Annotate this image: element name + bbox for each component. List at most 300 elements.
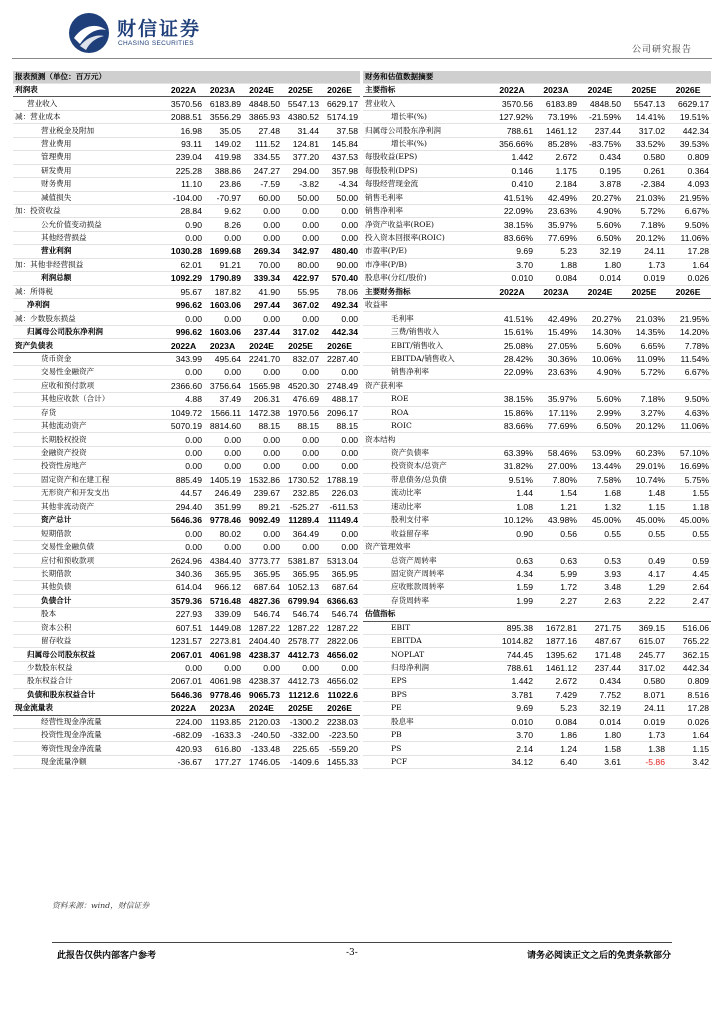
row-value: 0.00 [165,661,204,674]
row-value: 0.026 [667,715,711,728]
row-value: 43.98% [535,514,579,527]
row-label: 带息债务/总负债 [363,473,491,486]
row-label: 短期借款 [13,527,165,540]
row-value: 271.75 [579,621,623,634]
row-value: 334.55 [243,151,282,164]
table-row [13,581,360,594]
row-label: 其他负债 [13,581,165,594]
row-value: 7.429 [535,688,579,701]
table-row [363,500,711,513]
table-row [363,702,711,715]
row-value: 2088.51 [165,110,204,123]
row-value: 225.65 [282,742,321,755]
table-row [13,258,360,271]
row-label: 现金流量净额 [13,755,165,768]
row-value [491,299,535,312]
row-value: 20.27% [579,312,623,325]
row-value: 5547.13 [282,97,321,110]
row-value: 83.66% [491,231,535,244]
row-label: PS [363,742,491,755]
report-type: 公司研究报告 [631,45,692,55]
table-row [363,419,711,432]
row-value: 50.00 [321,191,360,204]
row-value: 1603.06 [204,325,243,338]
table-row [363,137,711,150]
row-value: 2023A [535,84,579,97]
row-value: 0.084 [535,272,579,285]
row-value: 442.34 [321,325,360,338]
row-value: 0.00 [243,540,282,553]
row-label: NOPLAT [363,648,491,661]
row-value: 6629.17 [321,97,360,110]
row-value: 3.42 [667,755,711,768]
row-value: 0.59 [667,554,711,567]
row-value: 45.00% [623,514,667,527]
row-value: 0.809 [667,151,711,164]
row-value: 9.69 [491,245,535,258]
row-value: 687.64 [321,581,360,594]
row-value: 0.010 [491,272,535,285]
right-title-row [363,71,711,84]
row-value: 6.50% [579,419,623,432]
row-value: 0.00 [204,446,243,459]
row-label: 加：投资收益 [13,204,165,217]
row-value: 0.90 [165,218,204,231]
row-value: 225.28 [165,164,204,177]
row-value: 239.04 [165,151,204,164]
row-value: 88.15 [243,419,282,432]
row-value: 1565.98 [243,379,282,392]
table-row [13,742,360,755]
row-value: 2.14 [491,742,535,755]
table-row [13,137,360,150]
row-label: 减：少数股东损益 [13,312,165,325]
table-row [13,500,360,513]
row-value: -104.00 [165,191,204,204]
row-label: 销售净利率 [363,366,491,379]
row-value: 4656.02 [321,675,360,688]
row-value: 0.00 [282,366,321,379]
row-label: PE [363,702,491,715]
row-value: 1.73 [623,258,667,271]
row-label: EBITDA [363,634,491,647]
table-row [13,379,360,392]
company-logo-icon [68,12,110,54]
valuation-summary-table [363,71,711,769]
row-value: 0.026 [667,272,711,285]
row-value: 0.014 [579,272,623,285]
table-row [363,312,711,325]
table-row [13,554,360,567]
row-value: 4238.37 [243,675,282,688]
row-value: 0.00 [204,433,243,446]
row-value: 0.014 [579,715,623,728]
row-value: 2096.17 [321,406,360,419]
row-label: 现金流量表 [13,702,165,715]
row-value: 5547.13 [623,97,667,110]
row-value: 19.51% [667,110,711,123]
row-value: 0.00 [321,366,360,379]
row-value: 614.04 [165,581,204,594]
row-value: 2287.40 [321,352,360,365]
row-value: 0.55 [667,527,711,540]
row-value: 25.08% [491,339,535,352]
row-value: 0.00 [243,446,282,459]
row-value: 0.00 [165,540,204,553]
row-value: 28.42% [491,352,535,365]
row-label: 股利支付率 [363,514,491,527]
row-value: 21.03% [623,312,667,325]
row-value: 5.23 [535,245,579,258]
row-value: 342.97 [282,245,321,258]
row-value: 0.00 [165,231,204,244]
row-value [579,299,623,312]
row-value: 4656.02 [321,648,360,661]
row-value: 7.18% [623,393,667,406]
row-value: 1.18 [667,500,711,513]
row-value: -682.09 [165,729,204,742]
row-label: 交易性金融资产 [13,366,165,379]
row-value: 17.28 [667,702,711,715]
row-value: 14.30% [579,325,623,338]
row-value: 124.81 [282,137,321,150]
table-row [363,487,711,500]
row-value [667,299,711,312]
table-row [13,218,360,231]
table-row [13,715,360,728]
row-value: -133.48 [243,742,282,755]
row-value: 0.195 [579,164,623,177]
row-label: 资本公积 [13,621,165,634]
row-label: 收益留存率 [363,527,491,540]
row-value: 4.34 [491,567,535,580]
row-value: 1603.06 [204,299,243,312]
footer-disclaimer-right: 请务必阅读正文之后的免责条款部分 [526,951,671,961]
row-value: 0.00 [204,231,243,244]
row-value: 2022A [165,84,204,97]
table-row [13,178,360,191]
row-value: 1.55 [667,487,711,500]
row-value [623,379,667,392]
row-value: 11.54% [667,352,711,365]
row-label: 速动比率 [363,500,491,513]
row-value: 1.68 [579,487,623,500]
row-label: 管理费用 [13,151,165,164]
row-value: 687.64 [243,581,282,594]
row-value: 16.69% [667,460,711,473]
row-value: 3.878 [579,178,623,191]
row-value: 1.08 [491,500,535,513]
row-value: 4848.50 [243,97,282,110]
row-value: 0.00 [243,366,282,379]
row-value: 0.019 [623,715,667,728]
row-value: 1788.19 [321,473,360,486]
row-value: 9092.49 [243,514,282,527]
row-value: 495.64 [204,352,243,365]
row-value: 20.27% [579,191,623,204]
row-value: 0.410 [491,178,535,191]
row-value: 7.752 [579,688,623,701]
row-value: 297.44 [243,299,282,312]
row-value: 13.44% [579,460,623,473]
row-value: -5.86 [623,755,667,768]
row-value: 1566.11 [204,406,243,419]
table-row [13,621,360,634]
row-value: 9.50% [667,393,711,406]
row-value: 5.72% [623,366,667,379]
row-value: 6366.63 [321,594,360,607]
row-value: 1699.68 [204,245,243,258]
table-row [13,124,360,137]
row-value: 2025E [282,339,321,352]
row-value: 177.27 [204,755,243,768]
row-value: 0.90 [491,527,535,540]
row-value: 351.99 [204,500,243,513]
row-value: 2822.06 [321,634,360,647]
row-value: 1287.22 [321,621,360,634]
row-value: 1.86 [535,729,579,742]
row-label: 应收账款周转率 [363,581,491,594]
row-label: 应收和预付款项 [13,379,165,392]
row-value: 1461.12 [535,124,579,137]
row-value: 996.62 [165,299,204,312]
row-value: 369.15 [623,621,667,634]
table-row [363,514,711,527]
row-value: 7.18% [623,218,667,231]
row-value: 5174.19 [321,110,360,123]
header-divider [12,58,712,59]
row-value: 77.69% [535,419,579,432]
row-value: 0.00 [282,433,321,446]
row-value: 2025E [623,285,667,298]
row-label: 投资性现金净流量 [13,729,165,742]
row-value [491,433,535,446]
row-value: 1.58 [579,742,623,755]
row-value: 1092.29 [165,272,204,285]
row-value: 895.38 [491,621,535,634]
row-value: 32.19 [579,702,623,715]
row-label: 净资产收益率(ROE) [363,218,491,231]
row-label: 增长率(%) [363,110,491,123]
row-value: 1231.57 [165,634,204,647]
row-value: 4.093 [667,178,711,191]
row-value: 1.80 [579,729,623,742]
row-label: 货币资金 [13,352,165,365]
row-value: 4380.52 [282,110,321,123]
table-row [13,661,360,674]
table-row [13,312,360,325]
table-row [13,688,360,701]
row-value: 0.00 [243,433,282,446]
brand-name-en: CHASING SECURITIES [118,40,194,47]
row-value: 9.51% [491,473,535,486]
row-label: 每股股利(DPS) [363,164,491,177]
row-label: 投入资本回报率(ROIC) [363,231,491,244]
row-label: 股息率 [363,715,491,728]
row-label: 营业收入 [13,97,165,110]
row-value: 11.10 [165,178,204,191]
row-value: 1532.86 [243,473,282,486]
table-row [363,164,711,177]
row-value: 0.00 [243,312,282,325]
row-value: 3.27% [623,406,667,419]
row-value: 0.00 [321,661,360,674]
row-value: 6.67% [667,366,711,379]
row-value: 2022A [165,702,204,715]
row-value: 111.52 [243,137,282,150]
row-value: 0.580 [623,675,667,688]
row-value: 9.50% [667,218,711,231]
row-value: 2404.40 [243,634,282,647]
row-value: 1455.33 [321,755,360,768]
row-value: 788.61 [491,124,535,137]
row-value: 765.22 [667,634,711,647]
row-value: 1049.72 [165,406,204,419]
row-value: 0.00 [321,527,360,540]
row-value: 0.00 [321,433,360,446]
row-value: 0.00 [243,231,282,244]
row-value: 50.00 [282,191,321,204]
row-value: 9778.46 [204,688,243,701]
row-value: 3756.64 [204,379,243,392]
table-row [363,661,711,674]
table-row [13,245,360,258]
row-label: 三费/销售收入 [363,325,491,338]
row-value: 14.41% [623,110,667,123]
row-value: 15.49% [535,325,579,338]
table-row [363,742,711,755]
row-value: 546.74 [321,608,360,621]
row-value: 0.00 [243,527,282,540]
row-value: 1287.22 [243,621,282,634]
row-value: 0.00 [165,312,204,325]
row-value: 6.50% [579,231,623,244]
row-value: 0.00 [321,231,360,244]
row-value: 0.364 [667,164,711,177]
row-value: 73.19% [535,110,579,123]
row-value: 487.67 [579,634,623,647]
row-value: 1.44 [491,487,535,500]
row-value: 4061.98 [204,648,243,661]
row-value: 30.36% [535,352,579,365]
table-row [363,379,711,392]
row-value: 2024E [579,84,623,97]
row-value: 1.442 [491,675,535,688]
row-value: 227.93 [165,608,204,621]
row-value: 357.98 [321,164,360,177]
row-value: 22.09% [491,204,535,217]
row-value: 93.11 [165,137,204,150]
row-value: 570.40 [321,272,360,285]
row-value: 11.06% [667,419,711,432]
row-value: 1030.28 [165,245,204,258]
row-value: 0.00 [165,433,204,446]
row-value [579,540,623,553]
row-value: 317.02 [623,124,667,137]
row-value: 21.95% [667,191,711,204]
row-value: 0.019 [623,272,667,285]
row-value [623,299,667,312]
row-value: 744.45 [491,648,535,661]
row-value: 2022A [491,84,535,97]
table-row [363,97,711,110]
row-value: 5716.48 [204,594,243,607]
row-value: 31.82% [491,460,535,473]
row-label: 利润总额 [13,272,165,285]
row-value: 33.52% [623,137,667,150]
row-value: 1790.89 [204,272,243,285]
table-row [13,567,360,580]
row-value: 237.44 [243,325,282,338]
row-label: 每股经营现金流 [363,178,491,191]
row-label: 存货 [13,406,165,419]
footer-disclaimer-left: 此报告仅供内部客户参考 [57,951,157,961]
row-value: 1.59 [491,581,535,594]
row-value: 41.51% [491,312,535,325]
row-value: -223.50 [321,729,360,742]
table-row [13,446,360,459]
row-value: 15.86% [491,406,535,419]
row-value: 58.46% [535,446,579,459]
row-value: 1.64 [667,258,711,271]
row-value [535,433,579,446]
table-row [363,621,711,634]
row-value: 2.64 [667,581,711,594]
row-value: 339.09 [204,608,243,621]
row-value: 362.15 [667,648,711,661]
row-value: 27.05% [535,339,579,352]
row-value: 2025E [282,84,321,97]
row-value: 365.95 [204,567,243,580]
table-row [363,581,711,594]
row-value [667,540,711,553]
row-value: 22.09% [491,366,535,379]
row-value: 0.00 [165,527,204,540]
row-value: 419.98 [204,151,243,164]
row-value: 31.44 [282,124,321,137]
row-label: PB [363,729,491,742]
table-row [363,527,711,540]
row-value: 9065.73 [243,688,282,701]
row-value: 4827.36 [243,594,282,607]
row-value: 5.72% [623,204,667,217]
row-label: 收益率 [363,299,491,312]
row-value: 90.00 [321,258,360,271]
row-label: 长期股权投资 [13,433,165,446]
row-label: 估值指标 [363,608,491,621]
row-value: 247.27 [243,164,282,177]
table-row [13,648,360,661]
row-value: 6.67% [667,204,711,217]
row-value: 5070.19 [165,419,204,432]
row-label: 资产总计 [13,514,165,527]
table-row [13,272,360,285]
row-value: 23.63% [535,204,579,217]
table-row [13,191,360,204]
row-value [623,433,667,446]
row-value: 0.00 [282,446,321,459]
table-row [363,178,711,191]
table-row [363,393,711,406]
row-value: 35.97% [535,218,579,231]
row-value: 4412.73 [282,675,321,688]
row-value: 37.49 [204,393,243,406]
table-row [13,729,360,742]
row-value: 1730.52 [282,473,321,486]
row-value: 245.77 [623,648,667,661]
row-value: 83.66% [491,419,535,432]
row-label: 负债和股东权益合计 [13,688,165,701]
